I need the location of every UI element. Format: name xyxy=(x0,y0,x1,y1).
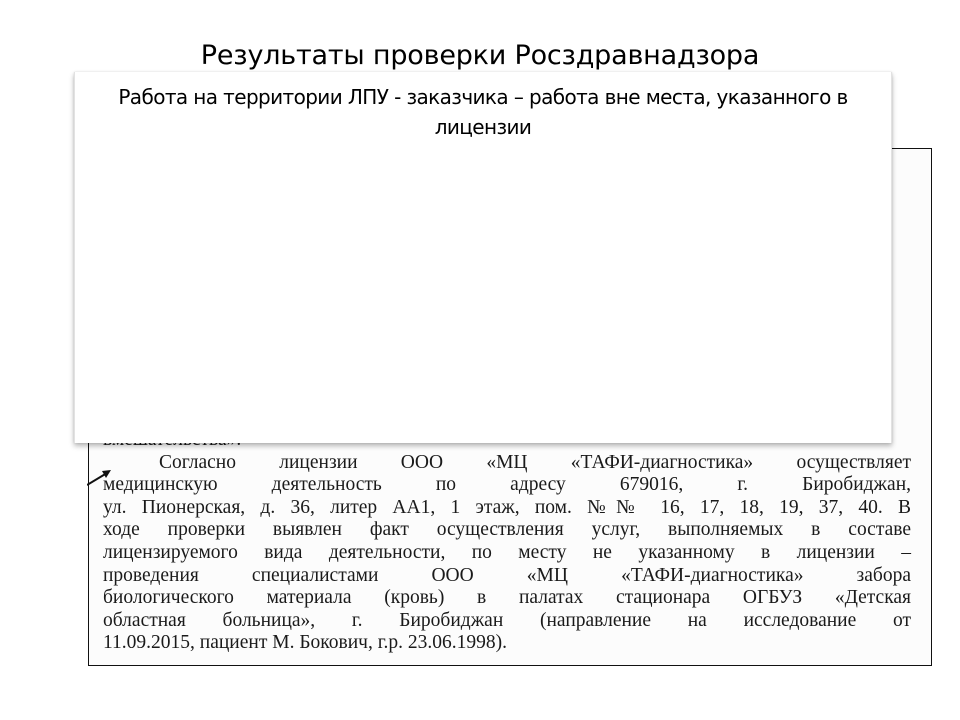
scan-line: биологического материала (кровь) в палатах стационара ОГБУЗ «Детская xyxy=(103,587,911,609)
scan-line: лицензируемого вида деятельности, по месту не указанному в лицензии – xyxy=(103,541,911,563)
scan-line: ул. Пионерская, д. 36, литер АА1, 1 этаж, пом. №№ 16, 17, 18, 19, 37, 40. В xyxy=(103,496,911,518)
scan-line: проведения специалистами ООО «МЦ «ТАФИ-диагностика» забора xyxy=(103,564,911,586)
overlay-subtitle: Работа на территории ЛПУ - заказчика – работа вне места, указанного в лицензии xyxy=(118,85,848,139)
scanned-document-text xyxy=(103,435,911,655)
scan-line: областная больница», г. Биробиджан (направление на исследование от xyxy=(103,609,911,631)
scan-line: ходе проверки выявлен факт осуществления услуг, выполняемых в составе xyxy=(103,519,911,541)
overlay-callout xyxy=(74,72,892,443)
scan-line: Согласно лицензии ООО «МЦ «ТАФИ-диагностика» осуществляет xyxy=(159,451,911,473)
slide-title: Результаты проверки Росздравнадзора xyxy=(200,40,760,71)
scan-line: 11.09.2015, пациент М. Бокович, г.р. 23.06.1998). xyxy=(103,632,507,654)
scan-line: медицинскую деятельность по адресу 679016, г. Биробиджан, xyxy=(103,474,911,496)
